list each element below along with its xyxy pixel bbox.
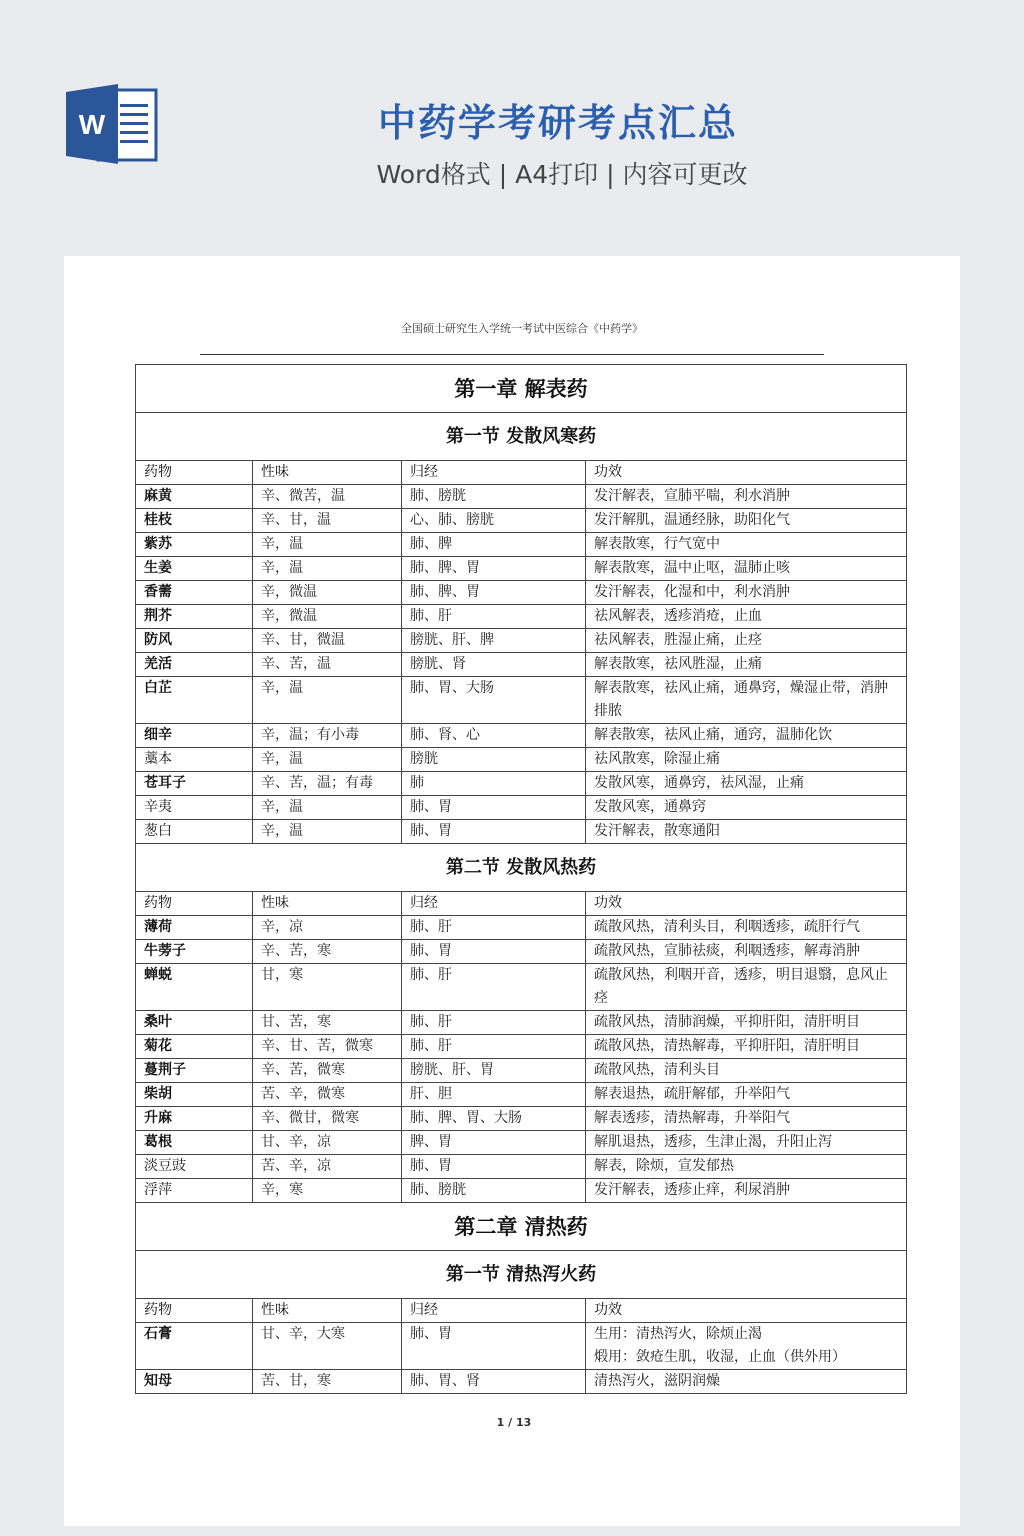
herb-effect-text: 发散风寒，通鼻窍 [594, 799, 706, 815]
herb-effect [586, 557, 907, 581]
document-header: 全国硕士研究生入学统一考试中医综合《中药学》 [401, 322, 643, 335]
herb-effect-text: 解表散寒，温中止呕，温肺止咳 [594, 560, 790, 576]
herb-effect-text: 疏散风热，清利头目，利咽透疹，疏肝行气 [594, 919, 860, 935]
herb-effect-text: 疏散风热，利咽开音，透疹，明目退翳，息风止痉 [594, 967, 888, 1006]
herb-effect [586, 724, 907, 748]
herb-taste: 辛、苦，温 [253, 653, 402, 677]
herb-effect [586, 1131, 907, 1155]
herb-taste: 辛、甘，温 [253, 509, 402, 533]
herb-meridian: 肺、胃 [402, 1323, 586, 1370]
table-row [136, 629, 907, 653]
herb-meridian: 肺、肝 [402, 916, 586, 940]
herb-taste: 辛、微苦，温 [253, 485, 402, 509]
chapter-row [136, 1203, 907, 1251]
section-row [136, 413, 907, 461]
herb-effect [586, 653, 907, 677]
herb-effect-text: 解表散寒，祛风胜湿，止痛 [594, 656, 762, 672]
table-row [136, 964, 907, 1011]
herb-name: 牛蒡子 [136, 940, 253, 964]
herb-meridian: 肝、胆 [402, 1083, 586, 1107]
herb-taste: 苦、甘，寒 [253, 1370, 402, 1394]
herb-name: 石膏 [136, 1323, 253, 1370]
herb-taste: 辛、苦，微寒 [253, 1059, 402, 1083]
herb-taste: 甘，寒 [253, 964, 402, 1011]
herb-effect-text: 解肌退热，透疹，生津止渴，升阳止泻 [594, 1134, 832, 1150]
herb-meridian: 肺、胃 [402, 940, 586, 964]
herb-meridian: 肺、胃、大肠 [402, 677, 586, 724]
herb-meridian: 肺、脾、胃 [402, 557, 586, 581]
herb-meridian: 肺、肝 [402, 964, 586, 1011]
herb-name: 菊花 [136, 1035, 253, 1059]
herb-taste: 辛，温 [253, 820, 402, 844]
herb-meridian: 肺、脾 [402, 533, 586, 557]
table-row [136, 1059, 907, 1083]
herb-effect-text: 发汗解表，散寒通阳 [594, 823, 720, 839]
column-header-row [136, 892, 907, 916]
column-header-meridian: 归经 [402, 892, 586, 916]
herb-taste: 苦、辛，微寒 [253, 1083, 402, 1107]
herb-effect [586, 820, 907, 844]
table-row [136, 533, 907, 557]
table-row [136, 1083, 907, 1107]
herb-name: 白芷 [136, 677, 253, 724]
herb-taste: 辛，温 [253, 677, 402, 724]
herb-effect [586, 796, 907, 820]
header-rule [200, 354, 824, 355]
herb-meridian: 脾、胃 [402, 1131, 586, 1155]
herb-name: 蝉蜕 [136, 964, 253, 1011]
herb-taste: 辛，微温 [253, 605, 402, 629]
column-header-effect: 功效 [586, 892, 907, 916]
herb-effect [586, 748, 907, 772]
herb-effect [586, 581, 907, 605]
herb-name: 羌活 [136, 653, 253, 677]
herb-effect-text: 疏散风热，清利头目 [594, 1062, 720, 1078]
herb-effect-text: 祛风解表，胜湿止痛，止痉 [594, 632, 762, 648]
herb-effect [586, 485, 907, 509]
herb-name: 蔓荆子 [136, 1059, 253, 1083]
column-header-taste: 性味 [253, 1299, 402, 1323]
herb-effect [586, 1035, 907, 1059]
column-header-taste: 性味 [253, 461, 402, 485]
herb-effect [586, 1059, 907, 1083]
table-row [136, 1370, 907, 1394]
herb-name: 生姜 [136, 557, 253, 581]
herb-effect-text: 疏散风热，宣肺祛痰，利咽透疹，解毒消肿 [594, 943, 860, 959]
herb-name: 淡豆豉 [136, 1155, 253, 1179]
herb-effect-text: 解表散寒，祛风止痛，通窍，温肺化饮 [594, 727, 832, 743]
herb-effect-text: 生用：清热泻火，除烦止渴 [594, 1326, 762, 1342]
herb-name: 桂枝 [136, 509, 253, 533]
herb-meridian: 肺、脾、胃 [402, 581, 586, 605]
table-row [136, 509, 907, 533]
herb-meridian: 肺、肝 [402, 1035, 586, 1059]
herb-meridian: 肺、肝 [402, 1011, 586, 1035]
column-header-herb: 药物 [136, 461, 253, 485]
herb-meridian: 肺、胃 [402, 1155, 586, 1179]
section-title: 第一节 发散风寒药 [136, 413, 907, 461]
herb-taste: 辛、苦，温；有毒 [253, 772, 402, 796]
table-row [136, 605, 907, 629]
herb-meridian: 肺、胃 [402, 796, 586, 820]
page-number: 1 / 13 [496, 1416, 532, 1429]
table-row [136, 1131, 907, 1155]
herb-taste: 辛，寒 [253, 1179, 402, 1203]
herb-effect [586, 1370, 907, 1394]
herb-taste: 辛，温 [253, 796, 402, 820]
herb-taste: 辛、微甘，微寒 [253, 1107, 402, 1131]
table-row [136, 820, 907, 844]
herb-effect [586, 677, 907, 724]
chapter-row [136, 365, 907, 413]
herb-meridian: 膀胱 [402, 748, 586, 772]
section-title: 第二节 发散风热药 [136, 844, 907, 892]
herb-name: 柴胡 [136, 1083, 253, 1107]
herb-meridian: 膀胱、肝、脾 [402, 629, 586, 653]
section-row [136, 1251, 907, 1299]
herb-taste: 甘、苦，寒 [253, 1011, 402, 1035]
herb-taste: 甘、辛，大寒 [253, 1323, 402, 1370]
herb-table [135, 364, 907, 1394]
herb-name: 藁本 [136, 748, 253, 772]
herb-effect [586, 1155, 907, 1179]
table-row [136, 653, 907, 677]
herb-effect-text-2: 煅用：敛疮生肌，收湿，止血（供外用） [594, 1349, 846, 1365]
column-header-row [136, 461, 907, 485]
table-row [136, 485, 907, 509]
herb-meridian: 肺 [402, 772, 586, 796]
herb-taste: 辛、甘、苦，微寒 [253, 1035, 402, 1059]
table-row [136, 1035, 907, 1059]
herb-meridian: 膀胱、肝、胃 [402, 1059, 586, 1083]
herb-name: 麻黄 [136, 485, 253, 509]
herb-name: 薄荷 [136, 916, 253, 940]
herb-effect-text: 发汗解表，化湿和中，利水消肿 [594, 584, 790, 600]
document-page [64, 256, 960, 1526]
table-row [136, 1107, 907, 1131]
herb-taste: 辛，温；有小毒 [253, 724, 402, 748]
herb-effect-text: 解表散寒，祛风止痛，通鼻窍，燥湿止带，消肿排脓 [594, 680, 888, 719]
herb-name: 浮萍 [136, 1179, 253, 1203]
herb-taste: 辛、甘，微温 [253, 629, 402, 653]
herb-effect [586, 1083, 907, 1107]
herb-name: 升麻 [136, 1107, 253, 1131]
herb-effect [586, 940, 907, 964]
column-header-meridian: 归经 [402, 461, 586, 485]
herb-effect [586, 1323, 907, 1370]
logo-letter: W [78, 109, 106, 140]
table-row [136, 677, 907, 724]
table-row [136, 796, 907, 820]
herb-effect [586, 605, 907, 629]
table-row [136, 1323, 907, 1370]
herb-taste: 辛，凉 [253, 916, 402, 940]
herb-meridian: 肺、膀胱 [402, 1179, 586, 1203]
herb-effect [586, 772, 907, 796]
herb-effect-text: 疏散风热，清热解毒，平抑肝阳，清肝明目 [594, 1038, 860, 1054]
herb-name: 知母 [136, 1370, 253, 1394]
herb-effect-text: 疏散风热，清肺润燥，平抑肝阳，清肝明目 [594, 1014, 860, 1030]
herb-meridian: 肺、膀胱 [402, 485, 586, 509]
herb-taste: 辛，温 [253, 748, 402, 772]
herb-effect-text: 发散风寒，通鼻窍，祛风湿，止痛 [594, 775, 804, 791]
herb-meridian: 心、肺、膀胱 [402, 509, 586, 533]
herb-effect [586, 1107, 907, 1131]
column-header-taste: 性味 [253, 892, 402, 916]
herb-meridian: 肺、胃、肾 [402, 1370, 586, 1394]
herb-taste: 甘、辛，凉 [253, 1131, 402, 1155]
banner [0, 0, 1024, 256]
herb-name: 香薷 [136, 581, 253, 605]
herb-taste: 辛，温 [253, 533, 402, 557]
herb-effect [586, 1011, 907, 1035]
herb-meridian: 肺、脾、胃、大肠 [402, 1107, 586, 1131]
herb-taste: 辛、苦，寒 [253, 940, 402, 964]
herb-effect-text: 解表散寒，行气宽中 [594, 536, 720, 552]
herb-name: 细辛 [136, 724, 253, 748]
table-row [136, 557, 907, 581]
table-row [136, 1179, 907, 1203]
herb-name: 苍耳子 [136, 772, 253, 796]
herb-effect-text: 祛风散寒，除湿止痛 [594, 751, 720, 767]
herb-effect-text: 祛风解表，透疹消疮，止血 [594, 608, 762, 624]
herb-name: 荆芥 [136, 605, 253, 629]
column-header-effect: 功效 [586, 1299, 907, 1323]
column-header-row [136, 1299, 907, 1323]
banner-subtitle: Word格式 | A4打印 | 内容可更改 [376, 160, 748, 189]
banner-title: 中药学考研考点汇总 [377, 101, 738, 145]
herb-effect [586, 509, 907, 533]
herb-effect-text: 解表，除烦，宣发郁热 [594, 1158, 734, 1174]
herb-effect-text: 清热泻火，滋阴润燥 [594, 1373, 720, 1389]
herb-effect-text: 发汗解表，透疹止痒，利尿消肿 [594, 1182, 790, 1198]
herb-taste: 苦、辛，凉 [253, 1155, 402, 1179]
herb-effect [586, 629, 907, 653]
herb-taste: 辛，温 [253, 557, 402, 581]
herb-meridian: 肺、胃 [402, 820, 586, 844]
table-row [136, 581, 907, 605]
section-row [136, 844, 907, 892]
herb-effect [586, 533, 907, 557]
chapter-title: 第二章 清热药 [136, 1203, 907, 1251]
herb-name: 葱白 [136, 820, 253, 844]
herb-meridian: 肺、肾、心 [402, 724, 586, 748]
herb-name: 防风 [136, 629, 253, 653]
table-row [136, 916, 907, 940]
herb-name: 桑叶 [136, 1011, 253, 1035]
herb-effect-text: 解表退热，疏肝解郁，升举阳气 [594, 1086, 790, 1102]
herb-name: 辛夷 [136, 796, 253, 820]
table-row [136, 1011, 907, 1035]
herb-meridian: 膀胱、肾 [402, 653, 586, 677]
herb-effect [586, 916, 907, 940]
column-header-herb: 药物 [136, 1299, 253, 1323]
table-row [136, 772, 907, 796]
column-header-herb: 药物 [136, 892, 253, 916]
herb-name: 紫苏 [136, 533, 253, 557]
herb-effect [586, 1179, 907, 1203]
herb-taste: 辛，微温 [253, 581, 402, 605]
herb-meridian: 肺、肝 [402, 605, 586, 629]
column-header-effect: 功效 [586, 461, 907, 485]
table-row [136, 724, 907, 748]
herb-effect-text: 发汗解表，宣肺平喘，利水消肿 [594, 488, 790, 504]
column-header-meridian: 归经 [402, 1299, 586, 1323]
herb-effect [586, 964, 907, 1011]
herb-effect-text: 发汗解肌，温通经脉，助阳化气 [594, 512, 790, 528]
table-row [136, 1155, 907, 1179]
herb-name: 葛根 [136, 1131, 253, 1155]
herb-effect-text: 解表透疹，清热解毒，升举阳气 [594, 1110, 790, 1126]
table-row [136, 940, 907, 964]
chapter-title: 第一章 解表药 [136, 365, 907, 413]
table-row [136, 748, 907, 772]
section-title: 第一节 清热泻火药 [136, 1251, 907, 1299]
